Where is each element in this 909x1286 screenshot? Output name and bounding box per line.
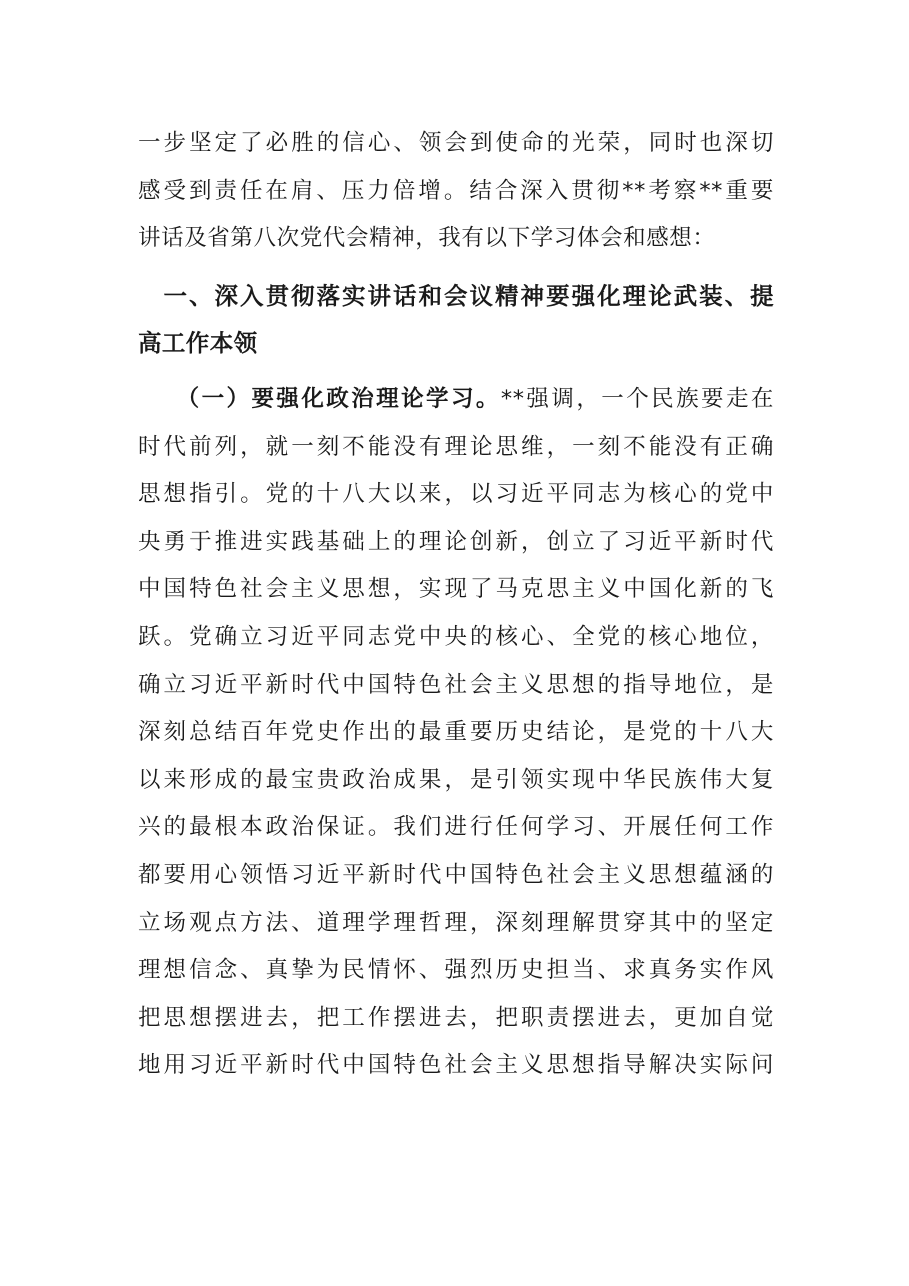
subsection-first-line [138, 376, 774, 424]
body-line: 时代前列，就一刻不能没有理论思维，一刻不能没有正确 [138, 433, 774, 460]
section-heading-line: 一、深入贯彻落实讲话和会议精神要强化理论武装、提 [138, 281, 774, 310]
subsection-first-line-text: **强调，一个民族要走在 [500, 385, 775, 412]
body-line: 以来形成的最宝贵政治成果，是引领实现中华民族伟大复 [138, 766, 774, 793]
spacer [138, 263, 774, 273]
body-line: 确立习近平新时代中国特色社会主义思想的指导地位，是 [138, 671, 774, 698]
body-line: 央勇于推进实践基础上的理论创新，创立了习近平新时代 [138, 528, 774, 555]
body-line: 跃。党确立习近平同志党中央的核心、全党的核心地位， [138, 623, 774, 650]
body-line: 地用习近平新时代中国特色社会主义思想指导解决实际问 [138, 1052, 774, 1079]
body-line: 中国特色社会主义思想，实现了马克思主义中国化新的飞 [138, 576, 774, 603]
intro-line: 讲话及省第八次党代会精神，我有以下学习体会和感想： [138, 225, 716, 252]
spacer [138, 368, 774, 376]
body-line: 理想信念、真挚为民情怀、强烈历史担当、求真务实作风 [138, 957, 774, 984]
intro-line: 一步坚定了必胜的信心、领会到使命的光荣，同时也深切 [138, 130, 774, 156]
intro-line: 感受到责任在肩、压力倍增。结合深入贯彻**考察**重要 [138, 177, 774, 204]
body-line: 思想指引。党的十八大以来，以习近平同志为核心的党中 [138, 481, 774, 508]
body-line: 都要用心领悟习近平新时代中国特色社会主义思想蕴涵的 [138, 861, 774, 888]
body-line: 立场观点方法、道理学理哲理，深刻理解贯穿其中的坚定 [138, 909, 774, 936]
section-heading-line: 高工作本领 [138, 329, 258, 358]
document-body [138, 120, 774, 1090]
subsection-title: （一）要强化政治理论学习。 [187, 385, 501, 412]
body-line: 兴的最根本政治保证。我们进行任何学习、开展任何工作 [138, 814, 774, 841]
body-line: 把思想摆进去，把工作摆进去，把职责摆进去，更加自觉 [138, 1004, 774, 1031]
body-line: 深刻总结百年党史作出的最重要历史结论，是党的十八大 [138, 719, 774, 746]
